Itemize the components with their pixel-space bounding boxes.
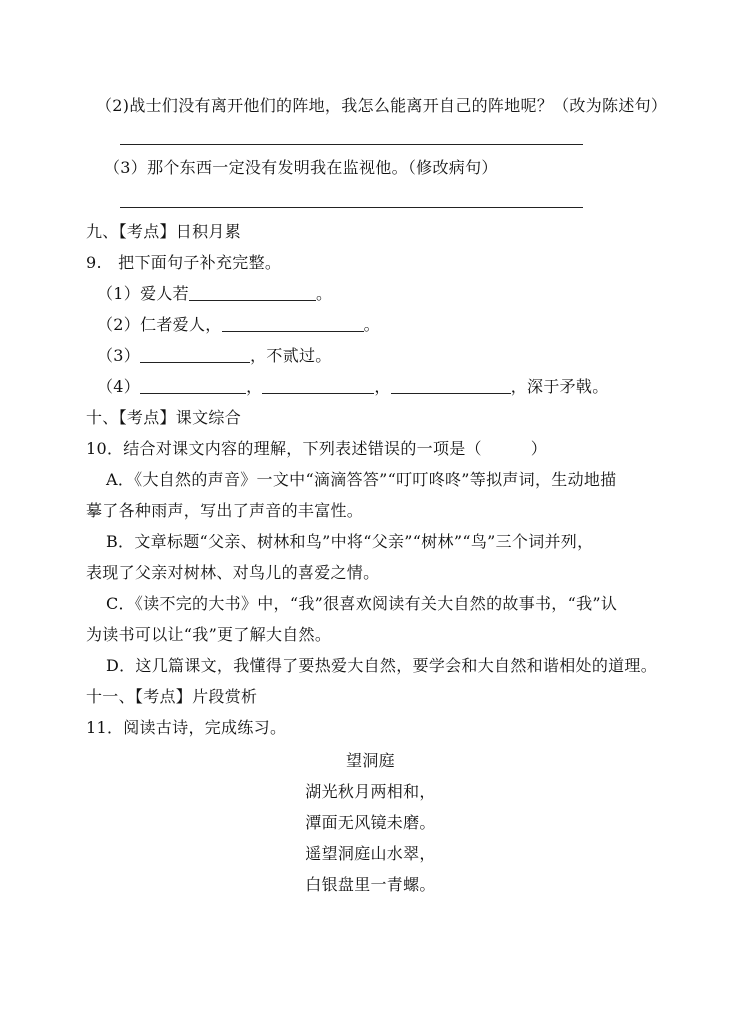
q9-item-3-prefix: （3） <box>97 346 141 365</box>
option-b-line-1: B．文章标题“父亲、树林和鸟”中将“父亲”“树林”“鸟”三个词并列， <box>106 532 594 551</box>
q9-item-2-prefix: （2）仁者爱人， <box>97 315 222 334</box>
section-11-heading: 十一、【考点】片段赏析 <box>86 687 258 706</box>
poem-line-1: 湖光秋月两相和， <box>305 782 436 801</box>
answer-line-q8-2[interactable] <box>120 144 583 145</box>
q9-blank-1[interactable] <box>189 284 316 301</box>
section-10-heading: 十、【考点】课文综合 <box>86 408 242 427</box>
option-c-line-2: 为读书可以让“我”更了解大自然。 <box>86 625 332 644</box>
option-b-line-2: 表现了父亲对树林、对鸟儿的喜爱之情。 <box>86 563 380 582</box>
q9-item-1-prefix: （1）爱人若 <box>97 284 189 303</box>
q9-blank-2[interactable] <box>222 315 364 332</box>
poem-line-3: 遥望洞庭山水翠， <box>305 844 436 863</box>
q9-item-1 <box>97 284 332 304</box>
q9-item-1-suffix: 。 <box>315 284 333 303</box>
q9-item-2-suffix: 。 <box>363 315 380 334</box>
q9-blank-3[interactable] <box>140 346 250 363</box>
q9-item-4-prefix: （4） <box>97 377 141 396</box>
q9-item-3-suffix: ，不贰过。 <box>250 346 332 365</box>
poem-line-4: 白银盘里一青螺。 <box>305 875 436 894</box>
question-9: 9. 把下面句子补充完整。 <box>86 253 282 272</box>
option-a-line-2: 摹了各种雨声，写出了声音的丰富性。 <box>86 501 364 520</box>
option-d: D．这几篇课文，我懂得了要热爱大自然，要学会和大自然和谐相处的道理。 <box>106 656 658 675</box>
q9-blank-4c[interactable] <box>391 377 511 394</box>
q9-item-4-sep2: ， <box>374 377 391 396</box>
q9-item-4-sep1: ， <box>246 377 263 396</box>
q8-item-3: （3）那个东西一定没有发明我在监视他。（修改病句） <box>104 158 498 177</box>
question-10: 10．结合对课文内容的理解，下列表述错误的一项是（ ） <box>86 439 548 458</box>
question-11: 11．阅读古诗，完成练习。 <box>86 718 287 737</box>
q8-item-2: （2)战士们没有离开他们的阵地，我怎么能离开自己的阵地呢？（改为陈述句） <box>96 96 668 115</box>
q9-item-3 <box>97 346 332 366</box>
q9-item-2 <box>97 315 380 335</box>
poem-title: 望洞庭 <box>346 751 395 770</box>
section-9-heading: 九、【考点】日积月累 <box>86 222 242 241</box>
q9-item-4 <box>97 377 609 397</box>
poem-line-2: 潭面无风镜未磨。 <box>305 813 436 832</box>
option-a-line-1: A．《大自然的声音》一文中“滴滴答答”“叮叮咚咚”等拟声词，生动地描 <box>106 470 617 489</box>
q9-blank-4b[interactable] <box>262 377 374 394</box>
q9-item-4-suffix: ，深于矛戟。 <box>510 377 609 396</box>
option-c-line-1: C．《读不完的大书》中，“我”很喜欢阅读有关大自然的故事书，“我”认 <box>106 594 618 613</box>
answer-line-q8-3[interactable] <box>120 207 583 208</box>
q9-blank-4a[interactable] <box>140 377 246 394</box>
